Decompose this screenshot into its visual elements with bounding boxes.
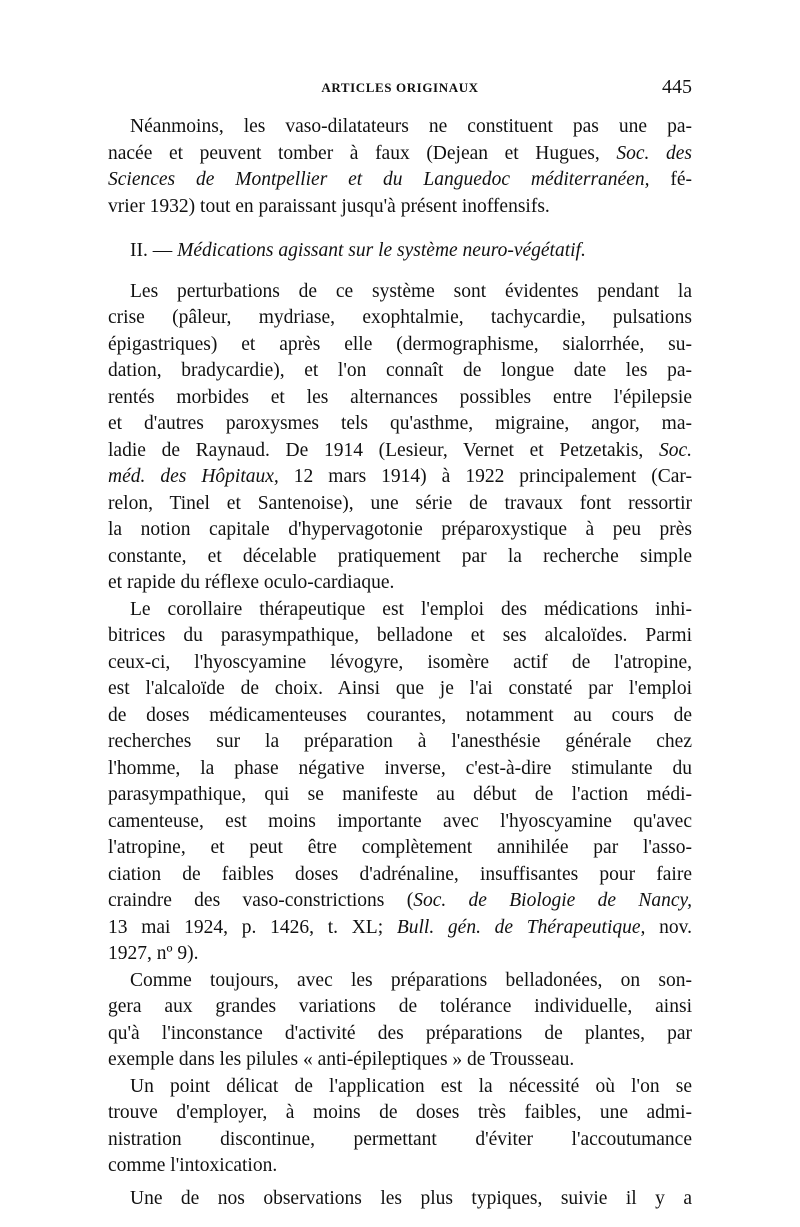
paragraph-2 <box>108 279 692 597</box>
paragraph-1 <box>108 114 692 220</box>
section-title: Médications agissant sur le système neuro-végétatif. <box>177 240 586 261</box>
text-line: trouve d'employer, à moins de doses très faibles, une admi- <box>108 1102 692 1123</box>
text-line: ciation de faibles doses d'adrénaline, insuffisantes pour faire <box>108 863 692 885</box>
text-line <box>108 167 692 194</box>
text-line <box>108 915 692 942</box>
text-line: est l'alcaloïde de choix. Ainsi que je l'ai constaté par l'emploi <box>108 678 692 699</box>
text-span: 12 mars 1914) à 1922 principalement (Car- <box>293 466 693 487</box>
text-line: et rapide du réflexe oculo-cardiaque. <box>108 572 395 593</box>
section-heading <box>108 238 692 265</box>
italic-citation: Sciences de Montpellier et du Languedoc méditerranéen, <box>108 169 650 190</box>
text-span: nov. <box>659 916 692 938</box>
text-line: parasympathique, qui se manifeste au début de l'action médi- <box>108 784 692 805</box>
text-line: nistration discontinue, permettant d'éviter l'accoutumance <box>108 1128 692 1150</box>
text-span: fé- <box>670 169 693 190</box>
text-line: vrier 1932) tout en paraissant jusqu'à présent inoffensifs. <box>108 195 550 217</box>
text-line: dation, bradycardie), et l'on connaît de longue date les pa- <box>108 360 692 381</box>
text-line: l'atropine, et peut être complètement annihilée par l'asso- <box>108 837 692 858</box>
text-line: recherches sur la préparation à l'anesthésie générale chez <box>108 731 692 752</box>
text-line: relon, Tinel et Santenoise), une série de travaux font ressortir <box>108 492 692 514</box>
text-line: qu'à l'inconstance d'activité des préparations de plantes, par <box>108 1022 692 1044</box>
italic-citation: méd. des Hôpitaux, <box>108 466 279 487</box>
italic-citation: Soc. <box>658 439 692 461</box>
text-line: de doses médicamenteuses courantes, notamment au cours de <box>108 704 692 726</box>
text-line <box>108 464 692 491</box>
text-line: rentés morbides et les alternances possibles entre l'épilepsie <box>108 386 692 408</box>
text-span: ladie de Raynaud. De 1914 (Lesieur, Vernet et Petzetakis, <box>108 439 644 461</box>
text-line: crise (pâleur, mydriase, exophtalmie, tachycardie, pulsations <box>108 307 692 328</box>
section-number: II. — <box>130 240 173 261</box>
paragraph-5 <box>108 1074 692 1180</box>
paragraph-3 <box>108 597 692 968</box>
text-line: Une de nos observations les plus typiques, suivie il y a <box>130 1187 692 1209</box>
text-line: ceux-ci, l'hyoscyamine lévogyre, isomère actif de l'atropine, <box>108 651 692 673</box>
paragraph-4 <box>108 968 692 1074</box>
text-line: camenteuse, est moins importante avec l'hyoscyamine qu'avec <box>108 810 692 832</box>
article-body <box>108 114 692 1212</box>
text-line: gera aux grandes variations de tolérance individuelle, ainsi <box>108 996 692 1017</box>
text-line: Le corollaire thérapeutique est l'emploi des médications inhi- <box>130 598 692 620</box>
italic-citation: Soc. de Biologie de Nancy, <box>413 890 692 911</box>
text-span: 13 mai 1924, p. 1426, t. XL; <box>108 916 384 938</box>
text-line: bitrices du parasympathique, belladone et ses alcaloïdes. Parmi <box>108 625 692 646</box>
text-line: et d'autres paroxysmes tels qu'asthme, migraine, angor, ma- <box>108 413 692 434</box>
text-line <box>108 888 692 915</box>
page-header <box>108 76 692 104</box>
text-line: exemple dans les pilules « anti-épileptiques » de Trousseau. <box>108 1049 575 1070</box>
running-title: ARTICLES ORIGINAUX <box>321 80 479 95</box>
text-line: Comme toujours, avec les préparations belladonées, on son- <box>130 969 692 991</box>
text-line <box>108 438 692 465</box>
italic-citation: Bull. gén. de Thérapeutique, <box>396 916 646 938</box>
text-line: Un point délicat de l'application est la nécessité où l'on se <box>130 1075 692 1097</box>
text-line: 1927, nº 9). <box>108 943 199 964</box>
text-line: l'homme, la phase négative inverse, c'est-à-dire stimulante du <box>108 757 692 779</box>
text-line: Néanmoins, les vaso-dilatateurs ne constituent pas une pa- <box>130 116 692 137</box>
text-line: la notion capitale d'hypervagotonie préparoxystique à peu près <box>108 519 692 540</box>
page-number: 445 <box>662 76 692 98</box>
text-line: comme l'intoxication. <box>108 1155 278 1176</box>
text-line <box>108 141 692 168</box>
italic-citation: Soc. des <box>616 142 693 164</box>
text-line: épigastriques) et après elle (dermographisme, sialorrhée, su- <box>108 333 692 355</box>
text-span: craindre des vaso-constrictions ( <box>108 890 414 911</box>
paragraph-6 <box>108 1186 692 1213</box>
text-span: nacée et peuvent tomber à faux (Dejean et Hugues, <box>108 142 600 164</box>
text-line: Les perturbations de ce système sont évidentes pendant la <box>130 280 692 302</box>
text-line: constante, et décelable pratiquement par la recherche simple <box>108 545 692 567</box>
